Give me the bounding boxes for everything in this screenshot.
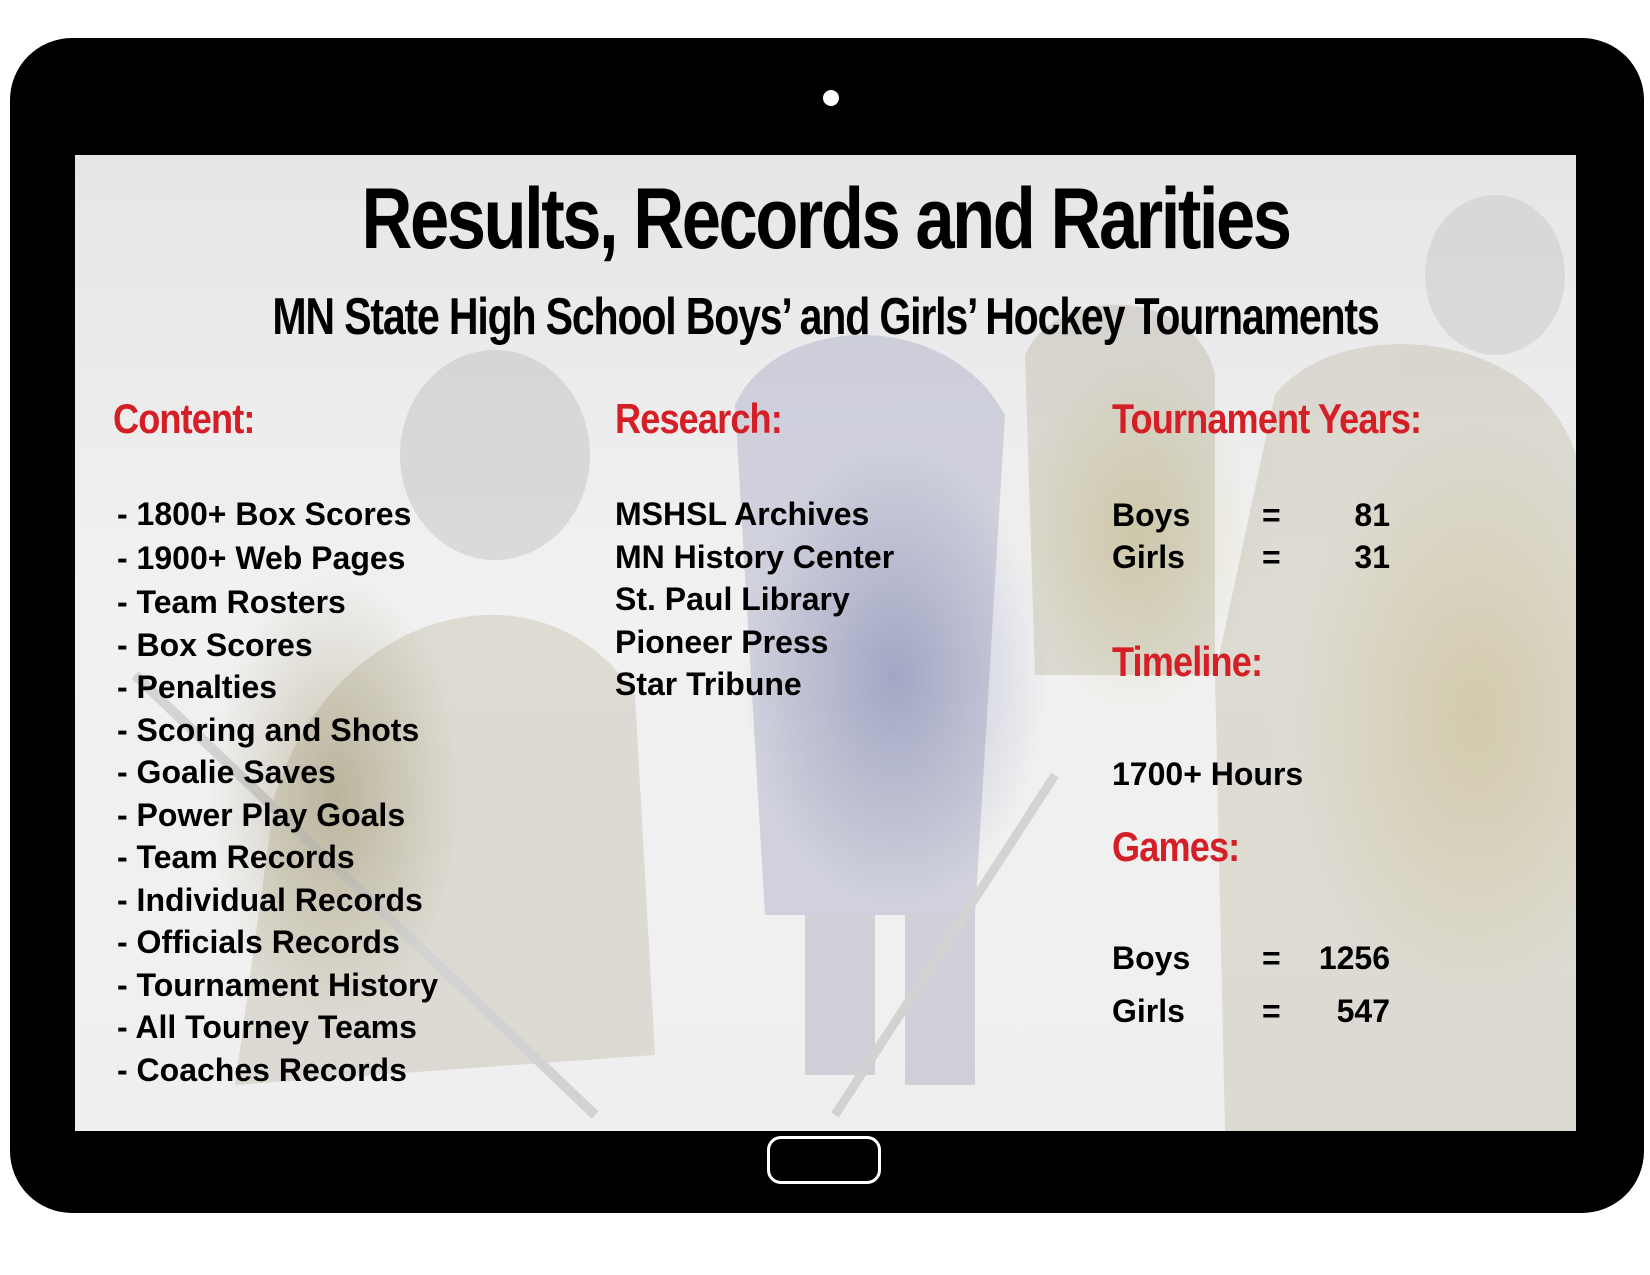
list-item: - Individual Records [117, 881, 423, 918]
stat-row-boys [1112, 494, 1412, 536]
research-list [615, 493, 894, 706]
list-item: - Box Scores [117, 626, 313, 663]
list-item: Star Tribune [615, 666, 802, 702]
list-item: - Goalie Saves [117, 754, 336, 790]
list-item: Pioneer Press [615, 623, 829, 660]
list-item: MSHSL Archives [615, 496, 870, 532]
tournament-years-heading: Tournament Years: [1112, 395, 1422, 442]
content-heading: Content: [113, 395, 255, 442]
list-item: - Scoring and Shots [117, 711, 420, 748]
list-item: - Tournament History [117, 966, 439, 1003]
stat-equals: = [1262, 993, 1281, 1029]
page-subtitle: MN State High School Boys’ and Girls’ Hockey Tournaments [272, 288, 1379, 346]
page-title: Results, Records and Rarities [361, 171, 1290, 267]
home-button[interactable] [767, 1136, 881, 1184]
timeline-heading: Timeline: [1112, 638, 1263, 685]
stat-value: 31 [1354, 539, 1390, 575]
stat-label: Boys [1112, 940, 1191, 976]
stat-equals: = [1262, 497, 1281, 533]
list-item: - 1900+ Web Pages [117, 540, 406, 576]
games-table [1112, 937, 1412, 1043]
list-item: - Team Records [117, 839, 355, 875]
stat-label: Girls [1112, 539, 1185, 575]
research-heading: Research: [615, 395, 782, 442]
stat-row-girls [1112, 990, 1412, 1043]
list-item: - Officials Records [117, 924, 400, 960]
list-item: - Team Rosters [117, 584, 346, 620]
games-heading: Games: [1112, 823, 1240, 870]
list-item: - All Tourney Teams [117, 1009, 417, 1045]
list-item: - Power Play Goals [117, 796, 406, 833]
stat-equals: = [1262, 940, 1281, 976]
list-item: - Penalties [117, 669, 278, 705]
list-item: - 1800+ Box Scores [117, 496, 412, 532]
tablet-screen [75, 155, 1576, 1131]
stat-label: Girls [1112, 993, 1185, 1029]
camera-dot [823, 90, 839, 106]
content-list [117, 493, 438, 1091]
list-item: - Coaches Records [117, 1051, 407, 1088]
stat-value: 1256 [1318, 940, 1390, 976]
list-item: MN History Center [615, 538, 895, 575]
stat-row-boys [1112, 937, 1412, 990]
stat-equals: = [1262, 539, 1281, 575]
stat-value: 547 [1336, 993, 1390, 1029]
stat-row-girls [1112, 536, 1412, 578]
timeline-value: 1700+ Hours [1112, 756, 1304, 792]
tournament-years-table [1112, 494, 1412, 578]
stat-value: 81 [1354, 497, 1390, 533]
list-item: St. Paul Library [615, 581, 850, 617]
stat-label: Boys [1112, 497, 1191, 533]
